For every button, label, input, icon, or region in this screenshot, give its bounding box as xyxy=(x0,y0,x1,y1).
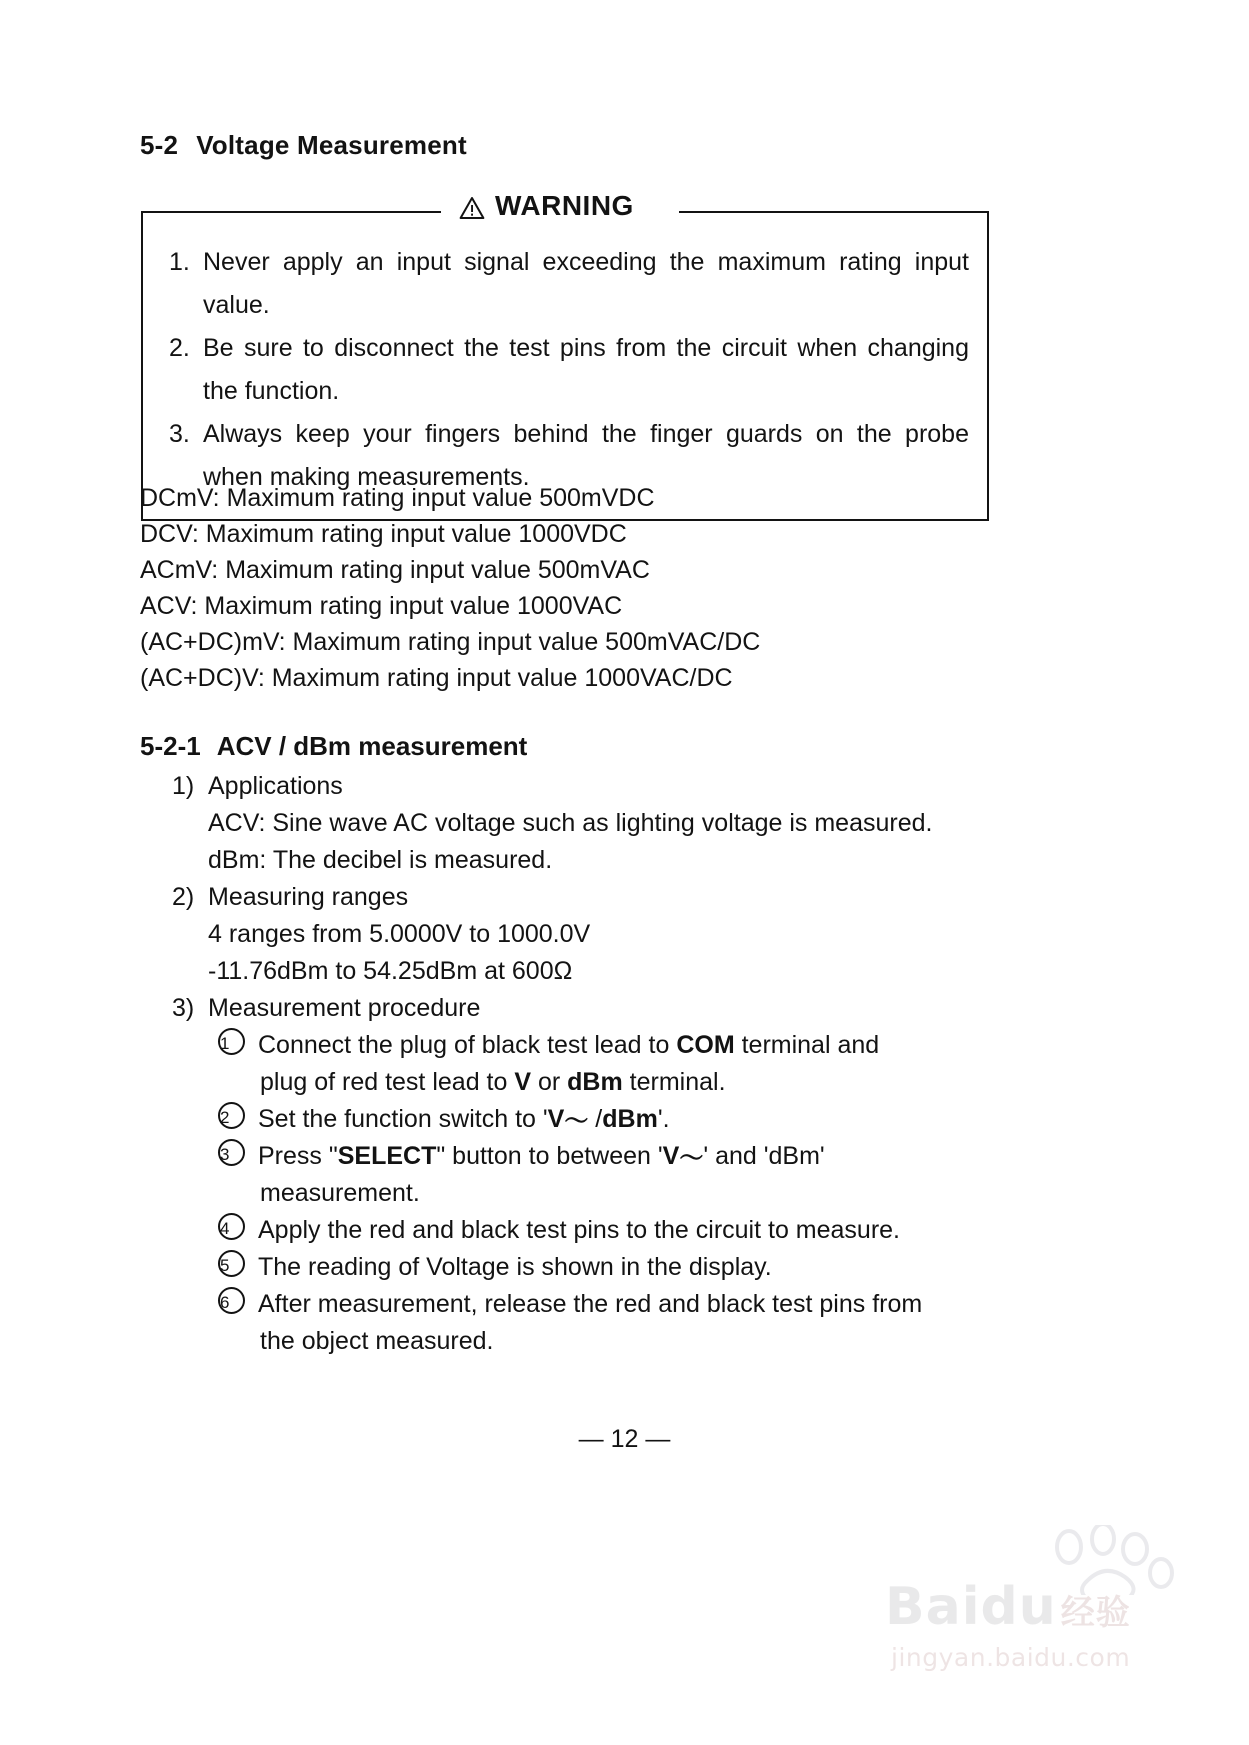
outline-item-measurement-procedure xyxy=(172,990,1000,1360)
rating-line: DCV: Maximum rating input value 1000VDC xyxy=(140,520,627,548)
switch-dbm-label: dBm xyxy=(768,1142,820,1170)
rating-line: DCmV: Maximum rating input value 500mVDC xyxy=(140,484,655,512)
procedure-step xyxy=(218,1101,1000,1138)
watermark-brand-cn: 经验 xyxy=(1060,1593,1131,1633)
procedure-outline xyxy=(140,768,1000,1360)
terminal-v-label: V xyxy=(514,1068,532,1096)
outline-item-label: 2) xyxy=(172,883,195,911)
applications-line: dBm: The decibel is measured. xyxy=(208,846,553,874)
terminal-com-label: COM xyxy=(676,1031,735,1059)
step-text-part: / xyxy=(588,1105,603,1133)
step-text-part: ' and ' xyxy=(703,1142,769,1170)
step-text-part: '. xyxy=(657,1105,670,1133)
warning-list xyxy=(161,241,969,499)
outline-item-measuring-ranges xyxy=(172,879,1000,990)
step-text-part: Set the function switch to ' xyxy=(258,1105,548,1133)
switch-v-label: V xyxy=(662,1142,680,1170)
watermark-brand xyxy=(885,1577,1131,1637)
warning-item xyxy=(161,327,969,413)
procedure-step xyxy=(218,1249,1000,1286)
watermark-brand-text: Baidu xyxy=(885,1577,1057,1637)
page-number: — 12 — xyxy=(578,1425,671,1453)
procedure-steps xyxy=(208,1027,1000,1360)
watermark-url: jingyan.baidu.com xyxy=(891,1643,1131,1672)
step-text: The reading of Voltage is shown in the display. xyxy=(258,1253,772,1281)
step-text-part: Connect the plug of black test lead to xyxy=(258,1031,677,1059)
rating-line: ACmV: Maximum rating input value 500mVAC xyxy=(140,556,650,584)
warning-item-marker: 3. xyxy=(169,420,190,448)
rating-line: (AC+DC)V: Maximum rating input value 1000VAC/DC xyxy=(140,664,733,692)
step-text-part: terminal. xyxy=(622,1068,726,1096)
paw-print-icon xyxy=(1035,1525,1175,1595)
baidu-watermark xyxy=(885,1525,1185,1675)
section-heading xyxy=(140,130,467,161)
outline-item-title: Applications xyxy=(208,772,343,800)
warning-item-marker: 2. xyxy=(169,334,190,362)
step-text-part: Press " xyxy=(258,1142,338,1170)
section-number: 5-2 xyxy=(140,130,179,160)
terminal-dbm-label: dBm xyxy=(567,1068,623,1096)
ratings-list xyxy=(140,480,1040,696)
step-text-part: " button to between ' xyxy=(436,1142,663,1170)
applications-line: ACV: Sine wave AC voltage such as lighting voltage is measured. xyxy=(208,809,933,837)
rating-line: ACV: Maximum rating input value 1000VAC xyxy=(140,592,623,620)
step-number-circle: 1 xyxy=(218,1028,245,1055)
procedure-step xyxy=(218,1027,1000,1101)
warning-item-marker: 1. xyxy=(169,248,190,276)
step-text-part: terminal and xyxy=(734,1031,880,1059)
procedure-step xyxy=(218,1212,1000,1249)
page-footer xyxy=(0,1425,1249,1454)
step-text-part: ' xyxy=(819,1142,825,1170)
warning-body xyxy=(141,211,989,521)
switch-v-label: V xyxy=(547,1105,565,1133)
warning-item-text: Never apply an input signal exceeding the maximum rating input value. xyxy=(203,248,969,319)
range-line: -11.76dBm to 54.25dBm at 600Ω xyxy=(208,957,573,985)
step-text-part: or xyxy=(531,1068,568,1096)
warning-box xyxy=(141,190,989,521)
range-line: 4 ranges from 5.0000V to 1000.0V xyxy=(208,920,591,948)
subsection-heading xyxy=(140,731,527,762)
step-text-part: plug of red test lead to xyxy=(260,1068,515,1096)
switch-dbm-label: dBm xyxy=(602,1105,658,1133)
warning-item xyxy=(161,241,969,327)
procedure-step xyxy=(218,1286,1000,1360)
step-text-continued: the object measured. xyxy=(260,1327,494,1355)
warning-title-text: WARNING xyxy=(495,190,634,221)
outline-item-title: Measuring ranges xyxy=(208,883,409,911)
step-text-continued: measurement. xyxy=(260,1179,420,1207)
step-text xyxy=(258,1138,1000,1175)
warning-item-text: Be sure to disconnect the test pins from the circuit when changing the function. xyxy=(203,334,969,405)
step-text: Apply the red and black test pins to the circuit to measure. xyxy=(258,1216,901,1244)
step-number-circle: 4 xyxy=(218,1213,245,1240)
outline-item-label: 3) xyxy=(172,994,195,1022)
step-text xyxy=(258,1101,1000,1138)
step-number-circle: 3 xyxy=(218,1139,245,1166)
outline-item-label: 1) xyxy=(172,772,195,800)
outline-item-applications xyxy=(172,768,1000,879)
ac-wave-icon: 〜 xyxy=(679,1145,704,1172)
procedure-step xyxy=(218,1138,1000,1212)
select-button-label: SELECT xyxy=(337,1142,437,1170)
subsection-title: ACV / dBm measurement xyxy=(216,731,528,761)
warning-item-text: Always keep your fingers behind the finger guards on the probe when making measurements. xyxy=(203,420,969,491)
step-text xyxy=(258,1027,1000,1064)
step-number-circle: 6 xyxy=(218,1287,245,1314)
subsection-number: 5-2-1 xyxy=(140,731,201,761)
step-number-circle: 5 xyxy=(218,1250,245,1277)
rating-line: (AC+DC)mV: Maximum rating input value 500mVAC/DC xyxy=(140,628,761,656)
step-text: After measurement, release the red and black test pins from xyxy=(258,1290,923,1318)
outline-item-title: Measurement procedure xyxy=(208,994,481,1022)
step-number-circle: 2 xyxy=(218,1102,245,1129)
step-text-continued xyxy=(258,1064,1000,1101)
section-title: Voltage Measurement xyxy=(196,130,467,160)
ac-wave-icon: 〜 xyxy=(564,1108,589,1135)
